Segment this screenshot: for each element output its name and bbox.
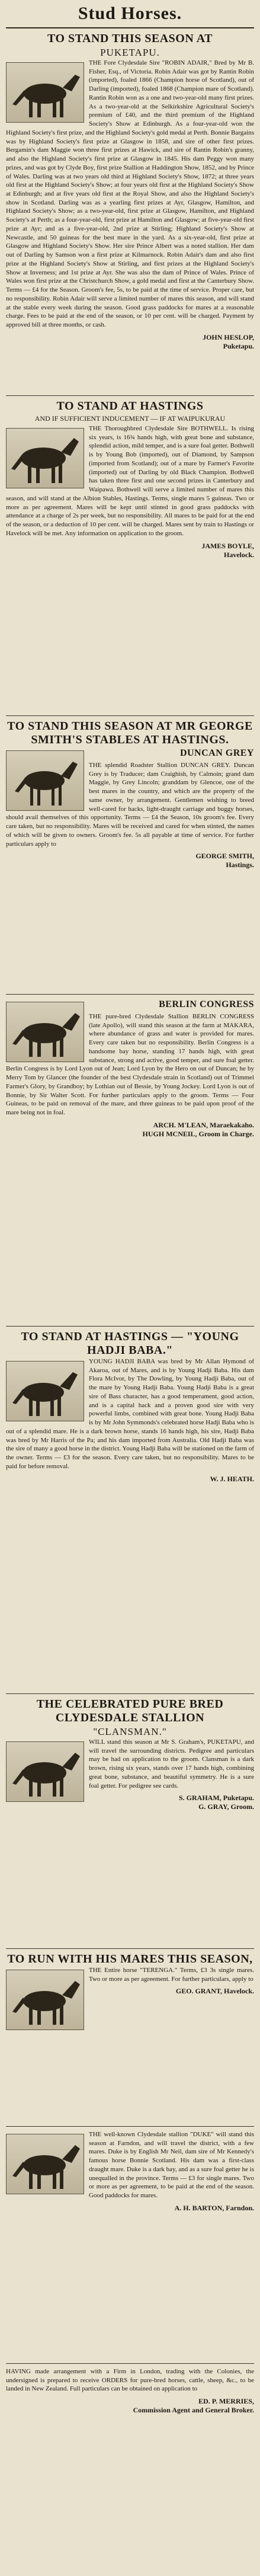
ad-body: THE Entire horse "TERENGA." Terms, £3 3s single mares. Two or more as per agreement. For further particulars, apply to <box>89 1967 254 1983</box>
ad-clansman <box>6 1694 254 1949</box>
ad-headline: TO STAND THIS SEASON AT <box>47 32 213 45</box>
horse-engraving-icon <box>6 1002 84 1062</box>
ad-subheadline: AND IF SUFFICIENT INDUCEMENT — IF AT WAIPUKURAU <box>34 414 226 423</box>
horse-engraving-icon <box>6 1741 84 1802</box>
ad-body: YOUNG HADJI BABA was bred by Mr Allan Hymond of Akaroa, out of Mares, and is by Young Hadji Baba. His dam Flora McIvor, by The Dowling, by Young Hadji Baba, out of the mare by Young Hadji Baba. Young Hadji Baba is a great sire of Bass character, has a good temperament, good action, and is a capital hack and a proven good sire with very powerful limbs, combined with great bone. Young Hadji Baba is by Mr John Symmonds's celebrated horse Hadji Baba who is out of a splendid mare. He is a dark brown horse, stands 16 hands high, his sire, Hadji Baba was bred by Mr Harris of the Pa; and his dam imported from Australia. Old Hadji Baba was the sire of many a good horse in the district. Young Hadji Baba will be stationed on the farm of the owner. Terms — £3 for the season. Every care taken, but no responsibility. Mares to be paid for before removal. <box>6 1358 254 1470</box>
ad-signature: A. H. BARTON, Farndon. <box>174 2203 254 2212</box>
ad-signature: ED. P. MERRIES, Commission Agent and General Broker. <box>133 2397 254 2415</box>
ad-robin-adair <box>6 28 254 396</box>
ad-duke <box>6 2127 254 2364</box>
masthead-title: Stud Horses. <box>6 0 254 28</box>
ad-signature: GEO. GRANT, Havelock. <box>175 1987 254 1996</box>
ad-subheadline: "CLANSMAN." <box>93 1726 167 1737</box>
ad-signature: ARCH. M'LEAN, Maraekakaho. HUGH MCNEIL, Groom in Charge. <box>142 1120 254 1138</box>
horse-name: DUNCAN GREY <box>179 748 254 758</box>
horse-engraving-icon <box>6 62 84 123</box>
horse-engraving-icon <box>6 2134 84 2194</box>
ad-body: HAVING made arrangement with a Firm in London, trading with the Colonies, the undersigned is prepared to receive ORDERS for pure-bred horses, cattle, sheep, &c., to be landed in New Zealand. Full particulars can be obtained on application to <box>6 2368 254 2393</box>
ad-signature: JAMES BOYLE, Havelock. <box>201 541 254 559</box>
ad-terenga <box>6 1949 254 2127</box>
ad-signature: GEORGE SMITH, Hastings. <box>195 852 254 870</box>
ad-merries-notice <box>6 2364 254 2482</box>
ad-signature: W. J. HEATH. <box>210 1474 254 1483</box>
ad-headline: TO STAND AT HASTINGS <box>56 399 204 413</box>
ad-body: THE splendid Roadster Stallion DUNCAN GREY. Duncan Grey is by Traducer; dam Craighish, by Calmoin; grand dam Maggie, by Grey Lincoln; granddam by Glencoe, one of the best mares in the country, and which are the property of the same owner, by arrangement. Gentlemen wishing to breed well-cared for hacks, light-draught carriage and buggy horses, should avail themselves of this opportunity. Terms — £4 the Season, 10s groom's fee. Every care taken, but no responsibility. Mares will be received and cared for when stinted, the names of which will be given to owners. Groom's fee. 5s all payable at time of service. For further particulars apply to <box>6 762 254 848</box>
ad-signature: JOHN HESLOP, Puketapu. <box>203 333 254 350</box>
ad-duncan-grey <box>6 716 254 995</box>
horse-name: BERLIN CONGRESS <box>159 999 254 1009</box>
ad-headline: TO RUN WITH HIS MARES THIS SEASON, <box>7 1952 253 1965</box>
ad-subheadline: PUKETAPU. <box>100 47 160 58</box>
horse-engraving-icon <box>6 1970 84 2030</box>
ad-signature: S. GRAHAM, Puketapu. G. GRAY, Groom. <box>178 1794 254 1811</box>
ad-body: THE well-known Clydesdale stallion "DUKE" will stand this season at Farndon, and will travel the district, with a few mares. Duke is by English Mr Neil, dam sire of Mr Kennedy's famous horse Bonnie Scotland. His dam was a first-class draught mare. Duke is a dark bay, and as a sure foal getter he is unequalled in the province. Terms — £3 for single mares. Two or more as per agreement, to be paid at the end of the season. Good paddocks for mares. <box>89 2131 254 2200</box>
ad-body: THE Thoroughbred Clydesdale Sire BOTHWELL. Is rising six years, is 16¾ hands high, with great bone and substance, splendid action, mild temper, and is a sure foal getter. Bothwell is by Young Bob (imported), out of Diamond, by Sampson (imported from Scotland); out of a mare by Farmer's Favorite (imported) out of Darling by old Black Champion. Bothwell has taken three first and one second prizes in Canterbury and Waipawa. Bothwell will serve a limited number of mares this season, and will stand at the Albion Stables, Hastings. Terms, single mares 5 guineas. Two or more as per agreement. Mares will be kept until stinted in good grass paddocks with attendance at a charge of 2s per week, but no responsibility. All mares to be paid for at the end of the season, or a deduction of 10 per cent. will be charged. Mares sent by train to Hastings or Havelock will be met. Any information on application to the groom. <box>6 425 254 537</box>
horse-engraving-icon <box>6 750 84 811</box>
ad-body: THE Fore Clydesdale Sire "ROBIN ADAIR," Bred by Mr B. Fisher, Esq., of Victoria. Robin Adair was got by Rantin Robin (imported), foaled 1866 (Champion horse of Scotland), out of Darling (imported), foaled 1868 (Champion mare of Scotland). Rantin Robin won as a one and two-year-old many first prizes. As a two-year-old at the Selkirkshire Agricultural Society's premium of £40, and the third premium of the Highland Society's Show at Edinburgh. As a four-year-old won the Highland Society's first prize, and the Highland Society's gold medal at Perth. Bonnie Bargains was by Highland Society's first prize at Glasgow in 1858, and sire of other first prizes. Bergamin's dam Maggie won three first prizes at Hawick, and sire of Rantin Robin's granny, and also the Highland Society's first prize at Glasgow in 1845. His dam Peggy won many prizes, and was got by Clyde Boy, first prize Stallion at Haddington Show, 1852, and by Prince of Wales. Darling was at two years old third at Highland Society's Show, 1872; at three years old first at the Highland Society's Show; at four years old first at the Highland Society's Show at Edinburgh; and at five years old first at the Royal Show, and also the Highland Society's show in Scotland. Darling was as a yearling first prizes at Ayr, Glasgow, Hamilton, and Highland Society's Show; as a two-year-old, first prize at Glasgow, Hamilton, and Highland Society's at Perth; as a four-year-old, first prize at Hamilton and Glasgow; at five-year-old first prize at Ayr; and as a five-year-old, 2nd prize at Stirling; Highland Society's Show at Newcastle, and 50 guineas for the best mare in the yard. As a six-year-old, first prize at Glasgow and Highland Society's Show. Her sire Prince Albert was a noted stallion. Her dam out of Darling by Samson won a first prize at Kilmarnock. Robin Adair's dam and also first prize at the Highland Society's Show at Stirling, and first prizes at the Highland Society's Show at Inverness; and 1st prize at Ayr. She was also the dam of Prince of Wales. Prince of Wales won first prize at the Christchurch Show, a gold medal and first at the Canterbury Show. Terms — £4 for the Season. Groom's fee, 5s, to be paid at the time of service. Proper care, but no responsibility. Robin Adair will serve a limited number of mares this season, and will stand at the stable every week during the season. Good grass paddocks for mares at a reasonable charge. Fees to be paid at the end of the season, or 10 per cent. will be charged. Payment by approved bill at three months, or cash. <box>6 59 254 329</box>
horse-engraving-icon <box>6 428 84 488</box>
ad-body: WILL stand this season at Mr S. Graham's, PUKETAPU, and will travel the surrounding districts. Pedigree and particulars may be had on application to the groom. Clansman is a dark brown, rising six years, stands over 17 hands high, combining great bone, substance, and beautiful symmetry. He is a sure foal getter. For pedigree see cards. <box>89 1738 254 1789</box>
ad-headline: TO STAND THIS SEASON AT MR GEORGE SMITH'S STABLES AT HASTINGS. <box>7 720 253 746</box>
ad-young-hadji-baba <box>6 1327 254 1694</box>
ad-berlin-congress <box>6 995 254 1327</box>
horse-engraving-icon <box>6 1361 84 1421</box>
ad-headline: TO STAND AT HASTINGS — "YOUNG HADJI BABA." <box>21 1330 239 1357</box>
ad-headline: THE CELEBRATED PURE BRED CLYDESDALE STALLION <box>36 1698 224 1724</box>
ad-bothwell <box>6 396 254 716</box>
ad-body: THE pure-bred Clydesdale Stallion BERLIN CONGRESS (late Apollo), will stand this season at the farm at MAKARA, where abundance of grass and water is provided for mares. Every care taken but no responsibility. Berlin Congress is a handsome bay horse, standing 17 hands high, with great substance, strong and active, good temper, and sure foal getter. Berlin Congress is by Lord Lyon out of Jean; Lord Lyon by the Hero on out of Duncan; he by Merry Tom by Glancer (the founder of the best Clydesdale strain in Scotland) out of Trimmel Farmer's Glory, by Grandboy; by Lothian out of Bessie, by Young Jockey. Lord Lyon is out of Bonnie, by Sir Walter Scott. For further particulars apply to the groom. Terms — Four Guineas, to be paid on removal of the mare, and three guineas to be paid upon proof of the mare being not in foal. <box>6 1013 254 1117</box>
